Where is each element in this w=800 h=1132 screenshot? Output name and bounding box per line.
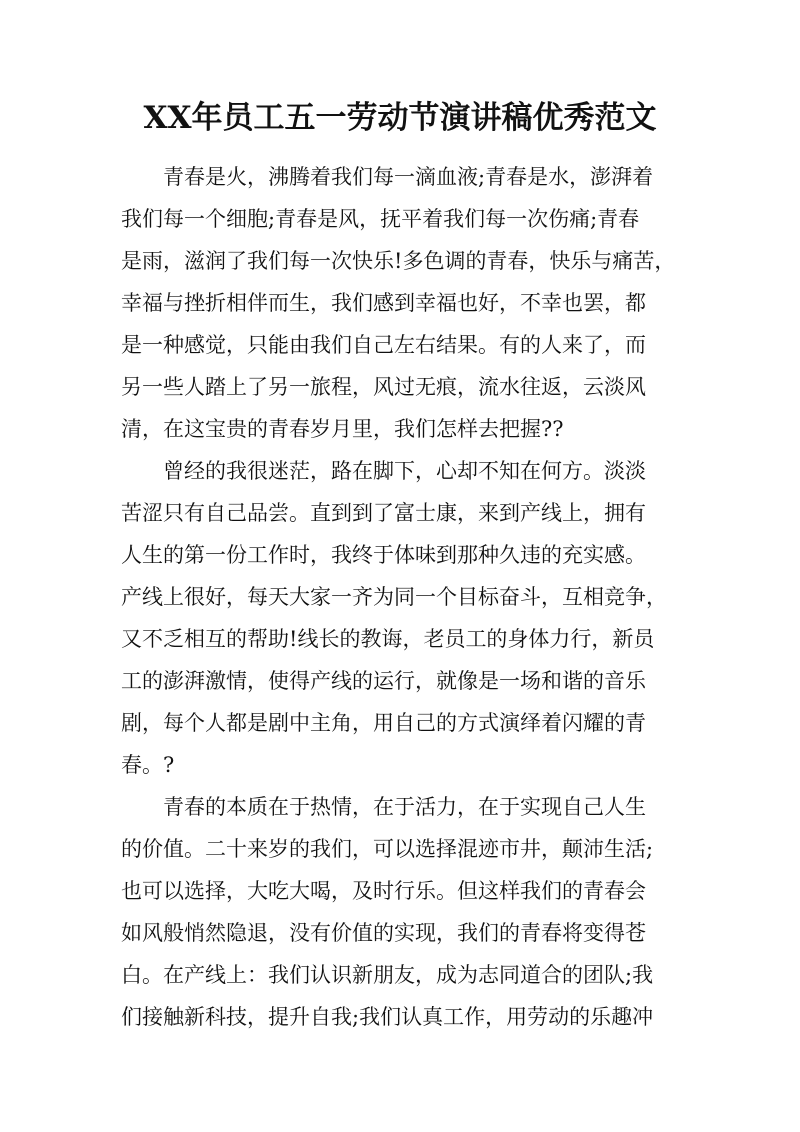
paragraph-1-line-6: 另一些人踏上了另一旅程，风过无痕，流水往返，云淡风 <box>121 375 646 399</box>
paragraph-2-line-3: 人生的第一份工作时，我终于体味到那种久违的充实感。 <box>121 543 646 567</box>
paragraph-1-line-7: 清，在这宝贵的青春岁月里，我们怎样去把握?? <box>121 417 564 441</box>
paragraph-2-line-1: 曾经的我很迷茫，路在脚下，心却不知在何方。淡淡 <box>163 459 646 483</box>
paragraph-2-line-5: 又不乏相互的帮助!线长的教诲，老员工的身体力行，新员 <box>121 627 655 651</box>
document-title: XX年员工五一劳动节演讲稿优秀范文 <box>143 100 657 136</box>
document-body <box>121 156 681 1038</box>
paragraph-3-line-6: 们接触新科技，提升自我;我们认真工作，用劳动的乐趣冲 <box>121 1005 654 1029</box>
paragraph-3-line-5: 白。在产线上：我们认识新朋友，成为志同道合的团队;我 <box>121 963 654 987</box>
paragraph-3-line-2: 的价值。二十来岁的我们，可以选择混迹市井，颠沛生活; <box>121 837 654 861</box>
paragraph-2-line-8: 春。? <box>121 753 175 777</box>
paragraph-2-line-7: 剧，每个人都是剧中主角，用自己的方式演绎着闪耀的青 <box>121 711 646 735</box>
paragraph-2-line-4: 产线上很好，每天大家一齐为同一个目标奋斗，互相竞争， <box>121 585 667 609</box>
paragraph-3-line-4: 如风般悄然隐退，没有价值的实现，我们的青春将变得苍 <box>121 921 646 945</box>
paragraph-3-line-1: 青春的本质在于热情，在于活力，在于实现自己人生 <box>163 795 646 819</box>
paragraph-1-line-4: 幸福与挫折相伴而生，我们感到幸福也好，不幸也罢，都 <box>121 291 646 315</box>
paragraph-1-line-1: 青春是火，沸腾着我们每一滴血液;青春是水，澎湃着 <box>163 165 654 189</box>
paragraph-1-line-5: 是一种感觉，只能由我们自己左右结果。有的人来了，而 <box>121 333 646 357</box>
paragraph-1-line-2: 我们每一个细胞;青春是风，抚平着我们每一次伤痛;青春 <box>121 207 640 231</box>
paragraph-3-line-3: 也可以选择，大吃大喝，及时行乐。但这样我们的青春会 <box>121 879 646 903</box>
paragraph-2-line-6: 工的澎湃激情，使得产线的运行，就像是一场和谐的音乐 <box>121 669 646 693</box>
paragraph-1-line-3: 是雨，滋润了我们每一次快乐!多色调的青春，快乐与痛苦， <box>121 249 676 273</box>
paragraph-2-line-2: 苦涩只有自己品尝。直到到了富士康，来到产线上，拥有 <box>121 501 646 525</box>
